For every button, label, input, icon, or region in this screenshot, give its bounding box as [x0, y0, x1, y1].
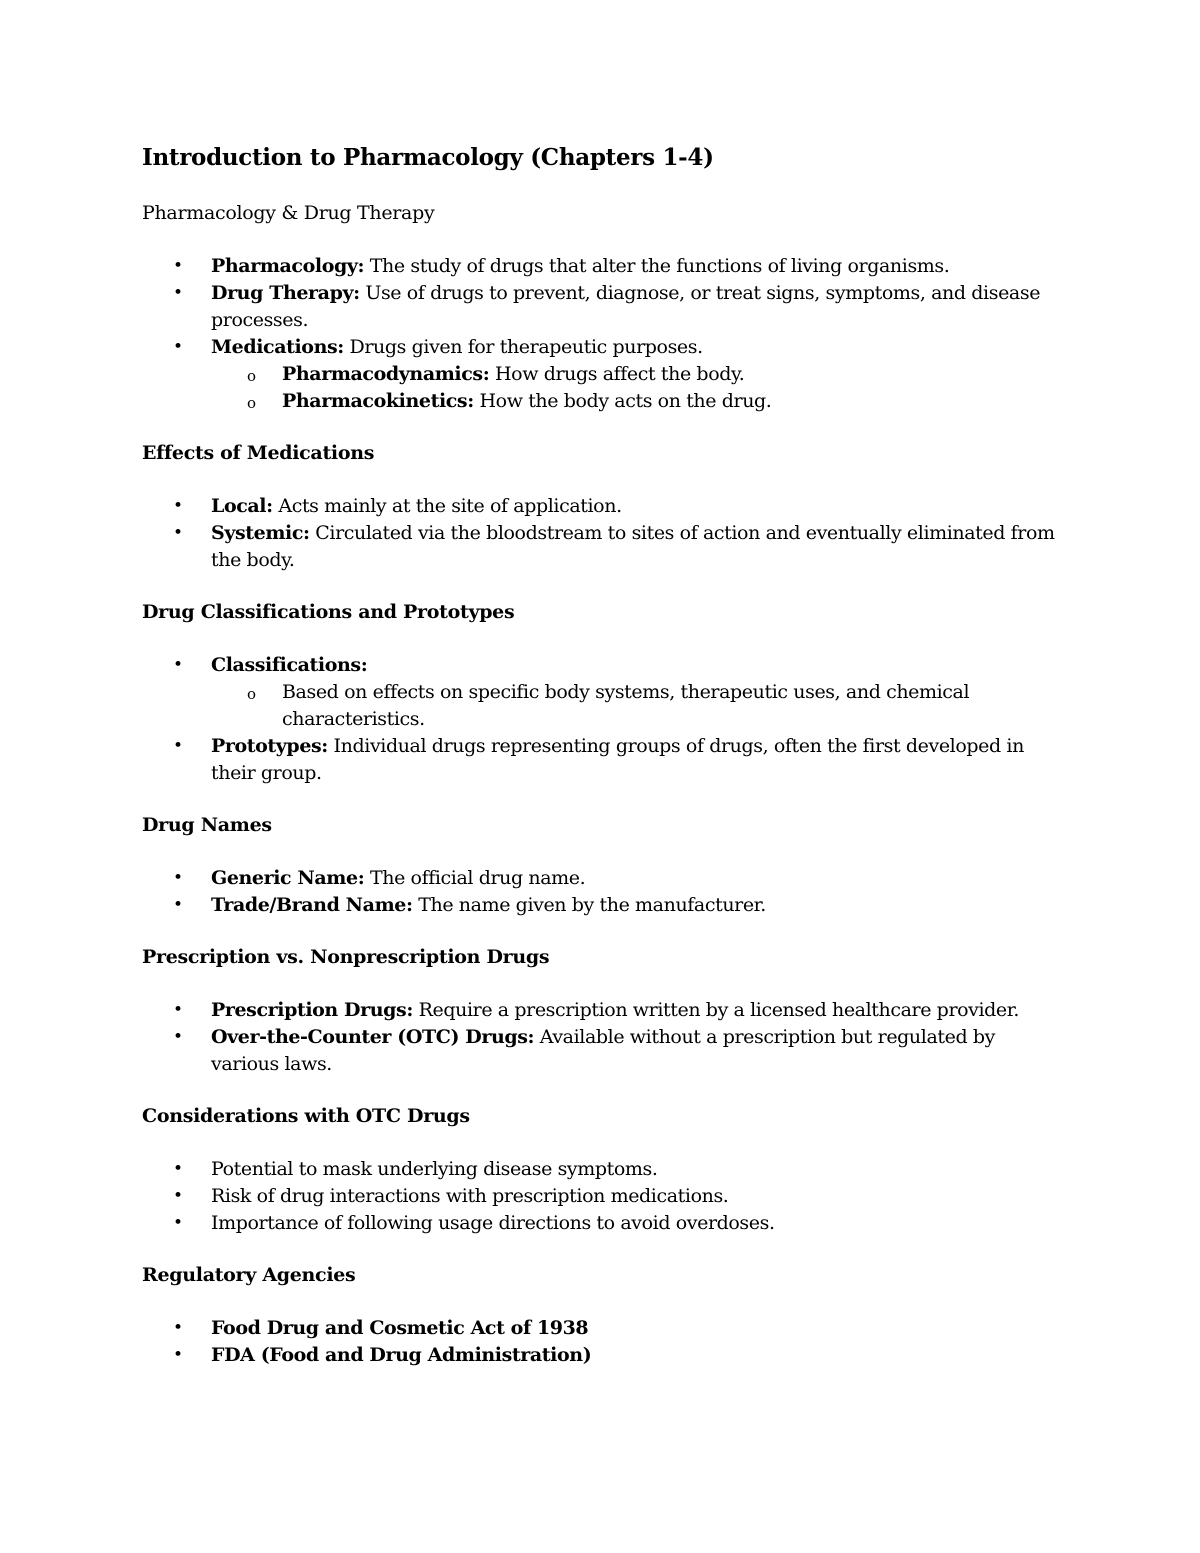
term: Local:: [211, 495, 273, 517]
definition: Risk of drug interactions with prescription medications.: [211, 1185, 729, 1207]
definition: The study of drugs that alter the functions of living organisms.: [364, 255, 950, 277]
bullet-icon: •: [173, 1318, 183, 1338]
list-item: [142, 334, 1062, 415]
bullet-icon: •: [173, 868, 183, 888]
list-drug-names: [142, 865, 1062, 919]
definition: Available without a prescription but regulated by various laws.: [211, 1026, 995, 1075]
bullet-icon: •: [173, 1000, 183, 1020]
definition: Use of drugs to prevent, diagnose, or treat signs, symptoms, and disease processes.: [211, 282, 1041, 331]
bullet-icon: •: [173, 655, 183, 675]
list-item: [142, 493, 1062, 520]
list-regulatory: [142, 1315, 1062, 1369]
definition: Circulated via the bloodstream to sites of action and eventually eliminated from the body.: [211, 522, 1055, 571]
bullet-icon: •: [173, 283, 183, 303]
term: Trade/Brand Name:: [211, 894, 413, 916]
sub-list: [211, 361, 1062, 415]
definition: Individual drugs representing groups of drugs, often the first developed in their group.: [211, 735, 1024, 784]
term: Generic Name:: [211, 867, 365, 889]
sub-list: [211, 679, 1062, 733]
list-item: [142, 733, 1062, 787]
section-heading-pharmacology: Pharmacology & Drug Therapy: [142, 202, 435, 224]
list-otc: [142, 1156, 1062, 1237]
bullet-icon: •: [173, 895, 183, 915]
section-heading-regulatory: Regulatory Agencies: [142, 1264, 356, 1286]
bullet-icon: •: [173, 496, 183, 516]
list-item: [142, 865, 1062, 892]
bullet-icon: •: [173, 337, 183, 357]
definition: Based on effects on specific body systems, therapeutic uses, and chemical characteristics.: [282, 681, 970, 730]
list-item: [142, 1210, 1062, 1237]
sub-list-item: [211, 679, 1062, 733]
definition: Potential to mask underlying disease symptoms.: [211, 1158, 658, 1180]
definition: Importance of following usage directions to avoid overdoses.: [211, 1212, 775, 1234]
list-classifications: [142, 652, 1062, 787]
section-heading-prescription: Prescription vs. Nonprescription Drugs: [142, 946, 550, 968]
term: Prescription Drugs:: [211, 999, 413, 1021]
list-item: [142, 997, 1062, 1024]
definition: The name given by the manufacturer.: [412, 894, 766, 916]
document-page: [142, 140, 1062, 1394]
term: Over-the-Counter (OTC) Drugs:: [211, 1026, 535, 1048]
list-item: [142, 520, 1062, 574]
list-item: [142, 280, 1062, 334]
circle-bullet-icon: o: [247, 394, 256, 412]
document-title: Introduction to Pharmacology (Chapters 1-4): [142, 144, 714, 171]
bullet-icon: •: [173, 1213, 183, 1233]
section-heading-drug-names: Drug Names: [142, 814, 272, 836]
definition: The official drug name.: [364, 867, 586, 889]
sub-list-item: [211, 361, 1062, 388]
term: Pharmacology:: [211, 255, 365, 277]
list-pharmacology: [142, 253, 1062, 415]
bullet-icon: •: [173, 1345, 183, 1365]
definition: Acts mainly at the site of application.: [272, 495, 622, 517]
term: Prototypes:: [211, 735, 328, 757]
bullet-icon: •: [173, 523, 183, 543]
section-heading-classifications: Drug Classifications and Prototypes: [142, 601, 515, 623]
term: Medications:: [211, 336, 344, 358]
bullet-icon: •: [173, 1027, 183, 1047]
list-item: [142, 1183, 1062, 1210]
list-item: [142, 652, 1062, 733]
section-heading-otc: Considerations with OTC Drugs: [142, 1105, 470, 1127]
circle-bullet-icon: o: [247, 685, 256, 703]
list-item: [142, 1342, 1062, 1369]
term: Classifications:: [211, 654, 368, 676]
list-item: [142, 892, 1062, 919]
sub-list-item: [211, 388, 1062, 415]
bullet-icon: •: [173, 1159, 183, 1179]
definition: Require a prescription written by a licensed healthcare provider.: [412, 999, 1020, 1021]
list-item: [142, 1024, 1062, 1078]
term: Systemic:: [211, 522, 310, 544]
term: Pharmacodynamics:: [282, 363, 490, 385]
definition: How drugs affect the body.: [489, 363, 745, 385]
term: FDA (Food and Drug Administration): [211, 1344, 592, 1366]
list-effects: [142, 493, 1062, 574]
section-heading-effects: Effects of Medications: [142, 442, 375, 464]
circle-bullet-icon: o: [247, 367, 256, 385]
bullet-icon: •: [173, 736, 183, 756]
list-item: [142, 1156, 1062, 1183]
bullet-icon: •: [173, 256, 183, 276]
definition: Drugs given for therapeutic purposes.: [343, 336, 703, 358]
term: Pharmacokinetics:: [282, 390, 474, 412]
bullet-icon: •: [173, 1186, 183, 1206]
definition: How the body acts on the drug.: [473, 390, 772, 412]
list-item: [142, 1315, 1062, 1342]
term: Drug Therapy:: [211, 282, 360, 304]
list-prescription: [142, 997, 1062, 1078]
term: Food Drug and Cosmetic Act of 1938: [211, 1317, 589, 1339]
list-item: [142, 253, 1062, 280]
